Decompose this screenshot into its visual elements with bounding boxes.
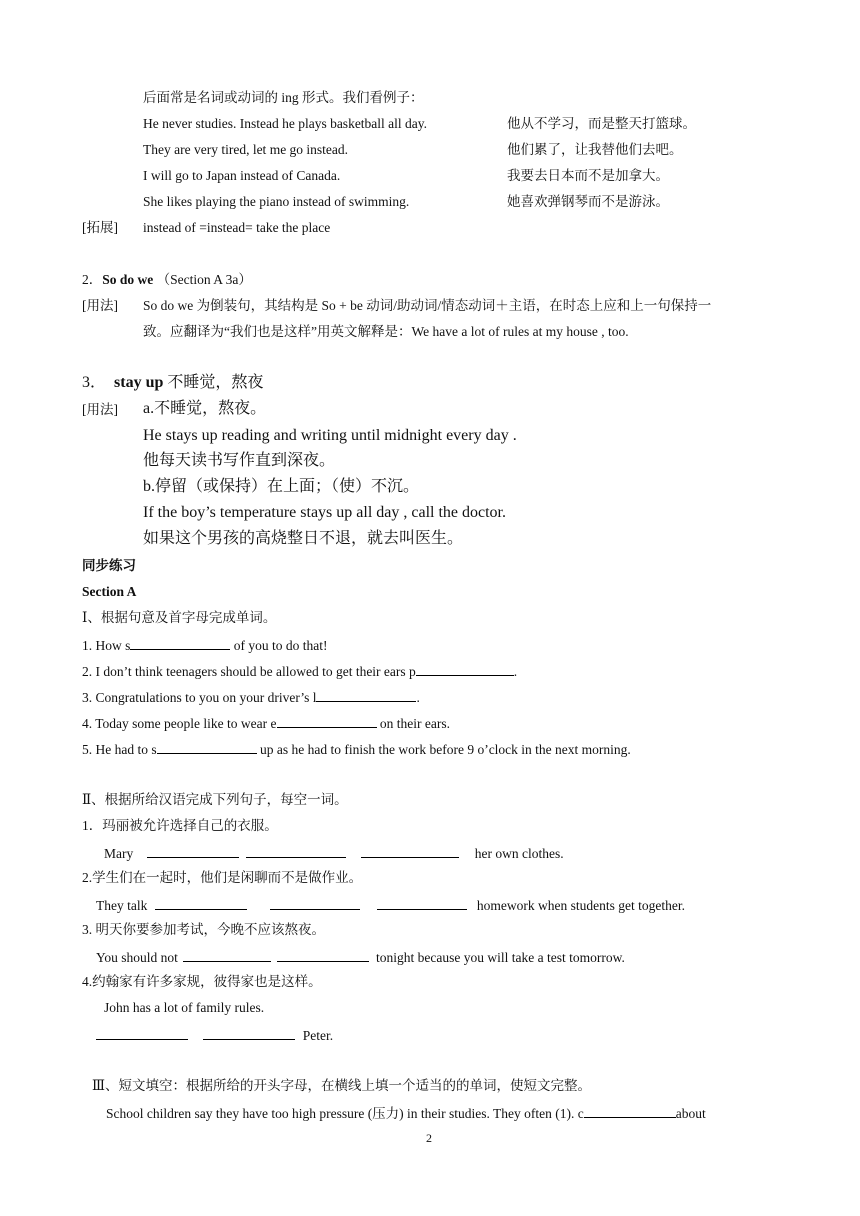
part2-q2-cn: 2.学生们在一起时，他们是闲聊而不是做作业。: [82, 870, 363, 885]
part3-passage: [106, 1103, 706, 1123]
q-text: her own clothes.: [474, 846, 564, 861]
example-en-2: They are very tired, let me go instead.: [143, 142, 349, 157]
extend-text: instead of =instead= take the place: [143, 220, 331, 235]
point3-b: b.停留（或保持）在上面；（使）不沉。: [143, 478, 420, 495]
answer-blank[interactable]: [96, 1025, 188, 1040]
point2-num: 2．: [82, 272, 103, 287]
q-text: .: [416, 690, 420, 705]
answer-blank[interactable]: [361, 843, 459, 858]
intro-line: 后面常是名词或动词的 ing 形式。我们看例子：: [143, 90, 424, 105]
point2-heading: [82, 271, 252, 289]
point3-a-en: He stays up reading and writing until midnight every day .: [143, 427, 517, 444]
q-text: on their ears.: [376, 716, 450, 731]
q-text: Peter.: [302, 1028, 334, 1043]
answer-blank[interactable]: [416, 661, 514, 676]
part2-q4-cn: 4.约翰家有许多家规，彼得家也是这样。: [82, 974, 322, 989]
answer-blank[interactable]: [183, 947, 271, 962]
answer-blank[interactable]: [316, 687, 416, 702]
point2-usage-tag: [用法]: [82, 298, 118, 313]
q-text: 3. Congratulations to you on your driver’s l: [82, 690, 317, 705]
part2-q4-line2: [96, 1025, 333, 1045]
part2-title: Ⅱ、根据所给汉语完成下列句子，每空一词。: [82, 792, 348, 807]
example-en-1: He never studies. Instead he plays basketball all day.: [143, 116, 428, 131]
example-cn-1: 他从不学习，而是整天打篮球。: [507, 116, 696, 131]
point2-title: So do we: [102, 272, 154, 287]
example-cn-2: 他们累了，让我替他们去吧。: [507, 142, 683, 157]
answer-blank[interactable]: [147, 843, 239, 858]
answer-blank[interactable]: [584, 1103, 676, 1118]
point3-a-cn: 他每天读书写作直到深夜。: [143, 452, 336, 469]
page-number: 2: [426, 1131, 432, 1145]
part2-q4-line1: John has a lot of family rules.: [104, 1000, 265, 1015]
point3-title: stay up: [114, 374, 164, 391]
answer-blank[interactable]: [130, 635, 230, 650]
point3-title-cn: 不睡觉，熬夜: [167, 374, 264, 391]
part3-title: Ⅲ、短文填空：根据所给的开头字母，在横线上填一个适当的的单词，使短文完整。: [92, 1078, 592, 1093]
part2-q3-cn: 3. 明天你要参加考试，今晚不应该熬夜。: [82, 922, 325, 937]
q-text: .: [513, 664, 518, 679]
q-text: School children say they have too high pressure (压力) in their studies. They often (1). c: [106, 1106, 584, 1121]
point3-heading: [82, 372, 263, 394]
example-en-4: She likes playing the piano instead of swimming.: [143, 194, 410, 209]
q-text: 2. I don’t think teenagers should be allowed to get their ears p: [82, 664, 416, 679]
q-text: about: [675, 1106, 706, 1121]
part1-title: Ⅰ、根据句意及首字母完成单词。: [82, 610, 277, 625]
extend-tag: [拓展]: [82, 220, 118, 235]
answer-blank[interactable]: [157, 739, 257, 754]
answer-blank[interactable]: [246, 843, 346, 858]
q-text: They talk: [96, 898, 148, 913]
answer-blank[interactable]: [277, 947, 369, 962]
point3-usage-tag: [用法]: [82, 402, 118, 417]
answer-blank[interactable]: [277, 713, 377, 728]
q-text: 4. Today some people like to wear e: [82, 716, 277, 731]
part1-q1: [82, 635, 328, 655]
answer-blank[interactable]: [270, 895, 360, 910]
q-text: tonight because you will take a test tomorrow.: [376, 950, 625, 965]
point2-usage-line1: So do we 为倒装句，其结构是 So + be 动词/助动词/情态动词＋主语，在时态上应和上一句保持一: [143, 298, 712, 313]
answer-blank[interactable]: [377, 895, 467, 910]
part2-q3: [96, 947, 625, 967]
answer-blank[interactable]: [155, 895, 247, 910]
q-text: Mary: [104, 846, 134, 861]
example-cn-4: 她喜欢弹钢琴而不是游泳。: [507, 194, 669, 209]
part1-q4: [82, 713, 450, 733]
part1-q2: [82, 661, 517, 681]
practice-heading: 同步练习: [82, 558, 136, 573]
part2-q1: [104, 843, 564, 863]
q-text: 1. How s: [82, 638, 131, 653]
answer-blank[interactable]: [203, 1025, 295, 1040]
point3-num: 3．: [82, 374, 107, 391]
part1-q3: [82, 687, 420, 707]
point3-a: a.不睡觉，熬夜。: [143, 400, 267, 417]
part1-q5: [82, 739, 631, 759]
q-text: of you to do that!: [230, 638, 328, 653]
section-a-heading: Section A: [82, 584, 137, 599]
point2-ref: （Section A 3a）: [156, 272, 252, 287]
q-text: up as he had to finish the work before 9 o’clock in the next morning.: [256, 742, 631, 757]
example-cn-3: 我要去日本而不是加拿大。: [507, 168, 669, 183]
part2-q1-cn: 1．玛丽被允许选择自己的衣服。: [82, 818, 278, 833]
point3-b-en: If the boy’s temperature stays up all day , call the doctor.: [143, 504, 506, 521]
example-en-3: I will go to Japan instead of Canada.: [143, 168, 341, 183]
q-text: 5. He had to s: [82, 742, 157, 757]
point2-usage-line2: 致。应翻译为“我们也是这样”用英文解释是：We have a lot of rules at my house , too.: [143, 324, 629, 339]
q-text: You should not: [96, 950, 178, 965]
q-text: homework when students get together.: [476, 898, 685, 913]
part2-q2: [96, 895, 685, 915]
point3-b-cn: 如果这个男孩的高烧整日不退，就去叫医生。: [143, 530, 464, 547]
